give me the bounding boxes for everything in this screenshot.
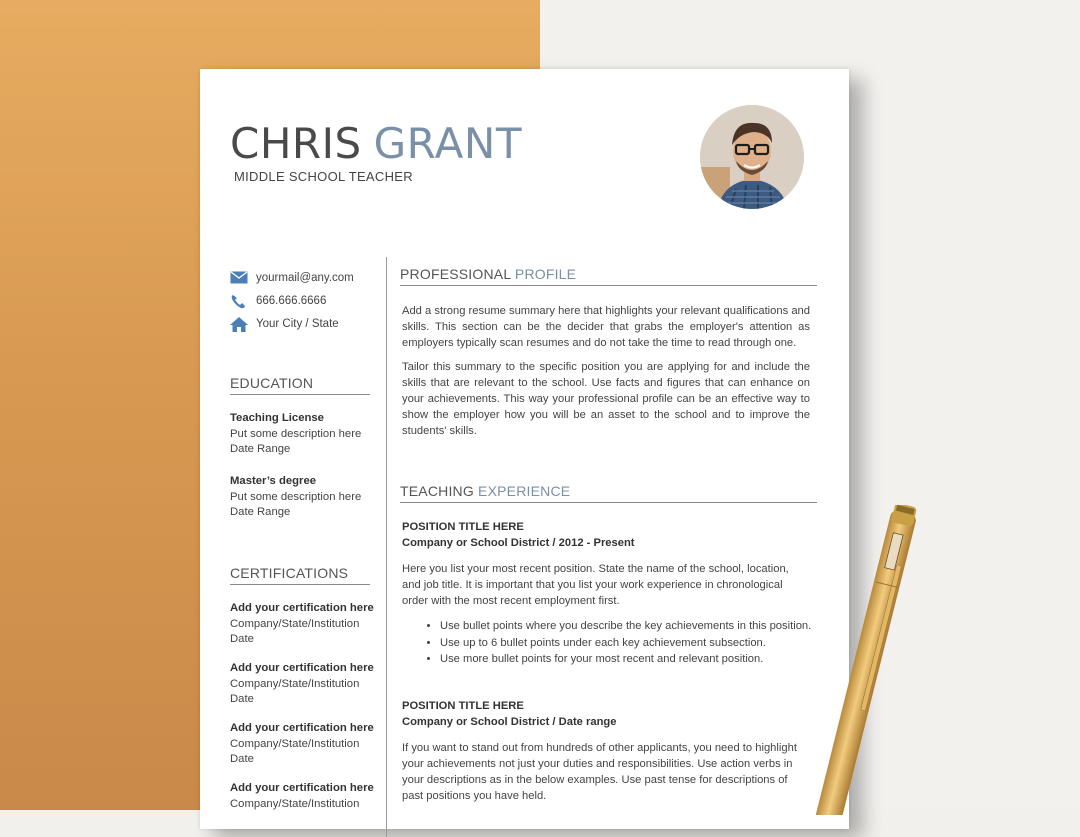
certification-title: Add your certification here: [230, 662, 374, 674]
education-item: [230, 474, 361, 521]
contact-location: [230, 317, 339, 331]
certification-org: Company/State/Institution: [230, 737, 360, 750]
certification-title: Add your certification here: [230, 722, 374, 734]
first-name: CHRIS: [230, 119, 362, 168]
position-title: POSITION TITLE HERE: [402, 700, 524, 712]
certification-item: [230, 721, 374, 768]
profile-heading: [400, 266, 817, 286]
job-title: MIDDLE SCHOOL TEACHER: [234, 169, 413, 184]
achievement-item: • Use bullet points where you describe the key achievements in this position.: [440, 618, 850, 635]
education-title: Master’s degree: [230, 475, 317, 487]
certification-date: Date: [230, 693, 254, 705]
contact-email: [230, 271, 354, 285]
resume-page: [200, 69, 849, 829]
certification-org: Company/State/Institution: [230, 677, 360, 690]
certification-date: Date: [230, 633, 254, 645]
job-description: If you want to stand out from hundreds of other applicants, you need to highlight your achievements not just your duties and responsibilities. Use action verbs in your descriptions as in the below examples. Use past tense for descriptions of past positions you have held.: [402, 742, 797, 802]
certification-org: Company/State/Institution: [230, 617, 360, 630]
profile-heading-main: PROFESSIONAL: [400, 266, 511, 282]
education-item: [230, 411, 361, 458]
achievement-list: [402, 618, 850, 668]
profile-paragraph: Add a strong resume summary here that highlights your relevant qualifications and skills. This section can be the decider that grabs the employer's attention as employers typically scan resumes and do not take the time to read through one.: [402, 305, 810, 349]
education-desc: Put some description here: [230, 490, 362, 503]
certification-title: Add your certification here: [230, 782, 374, 794]
certification-item: [230, 781, 374, 812]
experience-heading-main: TEACHING: [400, 483, 474, 499]
company-line: Company or School District / 2012 - Present: [402, 537, 635, 549]
home-icon: [230, 317, 250, 331]
candidate-name: [230, 121, 522, 167]
certification-date: Date: [230, 753, 254, 765]
column-divider: [386, 257, 387, 837]
email-text: yourmail@any.com: [256, 272, 354, 284]
profile-photo: [700, 105, 804, 209]
company-line: Company or School District / Date range: [402, 716, 617, 728]
pen-illustration: [815, 505, 935, 815]
phone-text: 666.666.6666: [256, 295, 327, 307]
position-title: POSITION TITLE HERE: [402, 521, 524, 533]
profile-heading-accent: PROFILE: [514, 266, 577, 282]
location-text: Your City / State: [256, 318, 339, 330]
education-date: Date Range: [230, 506, 291, 518]
education-heading: EDUCATION: [230, 375, 370, 395]
education-date: Date Range: [230, 443, 291, 455]
education-title: Teaching License: [230, 412, 324, 424]
achievement-item: • Use more bullet points for your most recent and relevant position.: [440, 651, 850, 668]
certification-item: [230, 601, 374, 648]
certification-title: Add your certification here: [230, 602, 374, 614]
certification-org: Company/State/Institution: [230, 797, 360, 810]
achievement-item: • Use up to 6 bullet points under each key achievement subsection.: [440, 635, 850, 652]
education-desc: Put some description here: [230, 427, 362, 440]
profile-paragraph: Tailor this summary to the specific position you are applying for and include the skills that are relevant to the school. Use facts and figures that can enhance on your achievements. This way your professional profile can be an effective way to show the employer how you will be an asset to the school and to improve the students' skills.: [402, 361, 810, 437]
contact-phone: [230, 294, 326, 308]
envelope-icon: [230, 271, 250, 285]
last-name: GRANT: [373, 119, 522, 168]
experience-heading-accent: EXPERIENCE: [478, 483, 571, 499]
phone-icon: [230, 294, 250, 308]
job-description: Here you list your most recent position. State the name of the school, location, and job title. It is important that you list your work experience in chronological order with the most recent employment first.: [402, 563, 789, 607]
certifications-heading: CERTIFICATIONS: [230, 565, 370, 585]
experience-heading: [400, 483, 817, 503]
certification-item: [230, 661, 374, 708]
